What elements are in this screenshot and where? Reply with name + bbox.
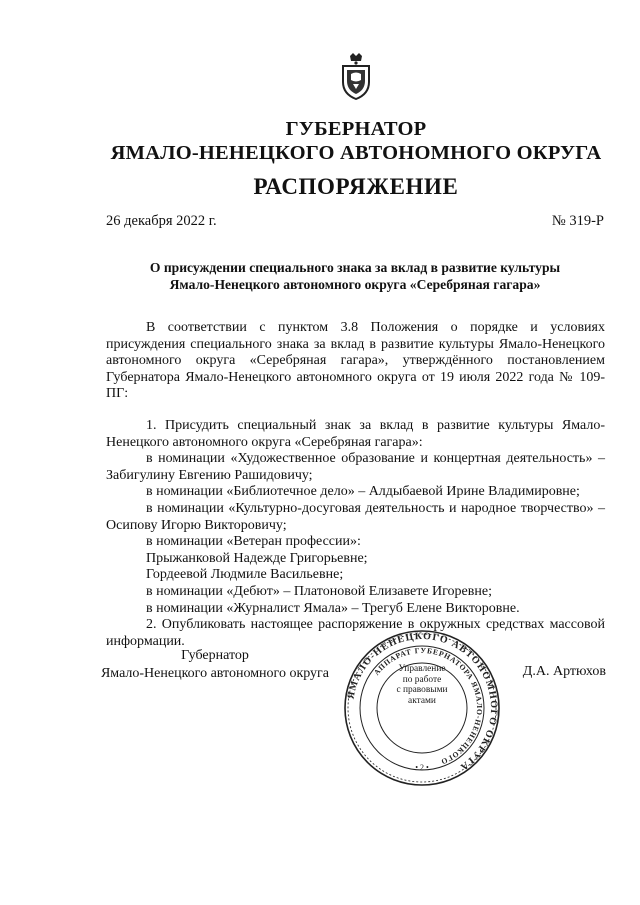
nomination-item: в номинации «Дебют» – Платоновой Елизавете Игоревне; [146,583,492,599]
item-1-intro: 1. Присудить специальный знак за вклад в развитие культуры Ямало-Ненецкого автономного округа «Серебряная гагара»: [106,417,605,450]
issuer-heading [0,117,640,165]
item-2-paragraph: 2. Опубликовать настоящее распоряжение в окружных средствах массовой информации. [106,617,605,649]
nomination-item: Гордеевой Людмиле Васильевне; [146,567,344,583]
signatory-title-line-1: Губернатор [181,648,249,663]
official-stamp [343,629,501,787]
document-date: 26 декабря 2022 г. [106,213,217,229]
stamp-inner-line-1: Управление [398,664,446,674]
issuer-line-1: ГУБЕРНАТОР [285,118,427,140]
stamp-inner-line-4: актами [408,695,436,706]
document-body [106,320,605,650]
stamp-inner-text [389,664,455,706]
signatory-name: Д.А. Артюхов [522,664,606,679]
nomination-item: в номинации «Художественное образование и концертная деятельность» – Забигулину Евгению Рашидовичу; [106,451,605,483]
preamble-paragraph: В соответствии с пунктом 3.8 Положения о порядке и условиях присуждения специального знака за вклад в развитие культуры Ямало-Ненецкого автономного округа «Серебряная гагара», утверждённого постановлением Губернатора Ямало-Ненецкого автономного округа от 19 июля 2022 года № 109-ПГ: [106,320,605,402]
svg-text:• 2 •: • 2 • [415,763,429,772]
stamp-outer-text: ЯМАЛО-НЕНЕЦКОГО АВТОНОМНОГО ОКРУГА [345,630,500,773]
stamp-inner-line-2: по работе [402,674,442,685]
document-type: РАСПОРЯЖЕНИЕ [253,174,459,199]
nomination-item: в номинации «Культурно-досуговая деятельность и народное творчество» – Осипову Игорю Викторовичу; [106,500,605,533]
stamp-number: 2 [420,763,424,772]
nomination-item: Прыжанковой Надежде Григорьевне; [146,550,368,566]
subject-line-1: О присуждении специального знака за вклад в развитие культуры [149,260,561,275]
signatory-title-line-2: Ямало-Ненецкого автономного округа [100,665,330,681]
subject-line-2: Ямало-Ненецкого автономного округа «Серебряная гагара» [169,277,541,292]
issuer-line-2: ЯМАЛО-НЕНЕЦКОГО АВТОНОМНОГО ОКРУГА [110,142,602,164]
document-number: № 319-Р [551,213,604,229]
nomination-item: в номинации «Библиотечное дело» – Алдыбаевой Ирине Владимировне; [146,484,580,500]
stamp-middle-text: АППАРАТ ГУБЕРНАТОРА ЯМАЛО-НЕНЕЦКОГО [371,645,485,767]
signatory-title [100,647,330,682]
coat-of-arms-icon [339,52,373,100]
nomination-item: в номинации «Ветеран профессии»: [146,534,361,550]
document-subject [106,259,604,293]
nomination-item: в номинации «Журналист Ямала» – Трегуб Елене Викторовне. [146,600,520,616]
stamp-inner-line-3: с правовыми [396,685,448,696]
